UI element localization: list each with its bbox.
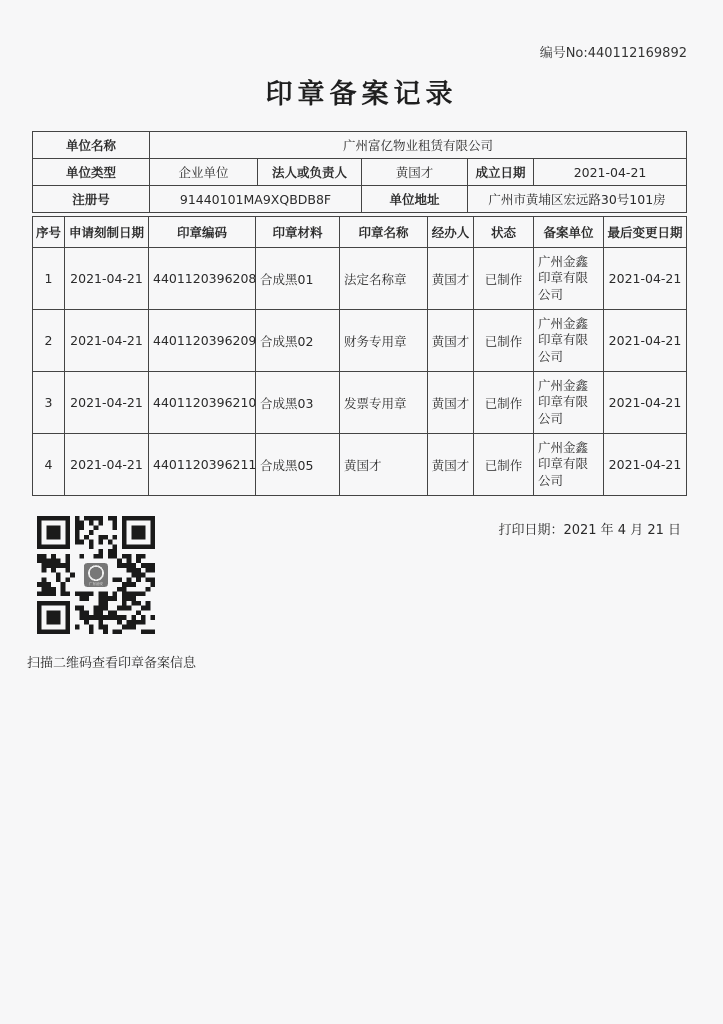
row-material: 合成黑03: [256, 372, 340, 434]
row-handler: 黄国才: [428, 434, 474, 496]
qr-center-logo-text: [89, 581, 104, 586]
unit-info-table: [32, 131, 687, 213]
header-handler: 经办人: [428, 217, 474, 248]
row-filing-unit: 广州金鑫 印章有限 公司: [534, 310, 604, 372]
row-last-change: 2021-04-21: [604, 310, 687, 372]
row-apply-date: 2021-04-21: [65, 434, 149, 496]
row-material: 合成黑05: [256, 434, 340, 496]
row-filing-unit: 广州金鑫 印章有限 公司: [534, 372, 604, 434]
header-code: 印章编码: [149, 217, 256, 248]
row-handler: 黄国才: [428, 248, 474, 310]
reg-no-row: [33, 186, 687, 213]
document-number: 编号No:440112169892: [539, 46, 687, 61]
reg-no-value: 91440101MA9XQBDB8F: [150, 186, 362, 213]
header-apply-date: 申请刻制日期: [65, 217, 149, 248]
address-label: 单位地址: [362, 186, 468, 213]
row-seal-name: 法定名称章: [340, 248, 428, 310]
row-code: 4401120396209: [149, 310, 256, 372]
table-row: [33, 310, 687, 372]
row-last-change: 2021-04-21: [604, 434, 687, 496]
row-apply-date: 2021-04-21: [65, 310, 149, 372]
row-status: 已制作: [474, 248, 534, 310]
unit-type-row: [33, 159, 687, 186]
unit-type-label: 单位类型: [33, 159, 150, 186]
row-no: 1: [33, 248, 65, 310]
row-handler: 黄国才: [428, 372, 474, 434]
reg-no-label: 注册号: [33, 186, 150, 213]
row-no: 3: [33, 372, 65, 434]
unit-name-row: [33, 132, 687, 159]
header-unit: 备案单位: [534, 217, 604, 248]
header-no: 序号: [33, 217, 65, 248]
table-row: [33, 372, 687, 434]
row-seal-name: 财务专用章: [340, 310, 428, 372]
header-name: 印章名称: [340, 217, 428, 248]
row-apply-date: 2021-04-21: [65, 372, 149, 434]
table-row: [33, 434, 687, 496]
row-code: 4401120396210: [149, 372, 256, 434]
legal-rep-value: 黄国才: [362, 159, 468, 186]
row-apply-date: 2021-04-21: [65, 248, 149, 310]
row-last-change: 2021-04-21: [604, 248, 687, 310]
print-date: 打印日期：2021 年 4 月 21 日: [498, 523, 681, 538]
qr-code-icon[interactable]: [37, 516, 155, 634]
unit-type-value: 企业单位: [150, 159, 258, 186]
seal-records-table: [32, 216, 687, 496]
seal-table-header-row: [33, 217, 687, 248]
row-code: 4401120396208: [149, 248, 256, 310]
row-status: 已制作: [474, 372, 534, 434]
row-material: 合成黑01: [256, 248, 340, 310]
founded-value: 2021-04-21: [534, 159, 687, 186]
unit-name-value: 广州富亿物业租赁有限公司: [150, 132, 687, 159]
page-title: 印章备案记录: [265, 79, 458, 110]
row-filing-unit: 广州金鑫 印章有限 公司: [534, 248, 604, 310]
row-status: 已制作: [474, 310, 534, 372]
row-status: 已制作: [474, 434, 534, 496]
row-filing-unit: 广州金鑫 印章有限 公司: [534, 434, 604, 496]
row-code: 4401120396211: [149, 434, 256, 496]
unit-name-label: 单位名称: [33, 132, 150, 159]
header-last-change: 最后变更日期: [604, 217, 687, 248]
row-no: 2: [33, 310, 65, 372]
row-handler: 黄国才: [428, 310, 474, 372]
row-seal-name: 发票专用章: [340, 372, 428, 434]
founded-label: 成立日期: [468, 159, 534, 186]
table-row: [33, 248, 687, 310]
row-seal-name: 黄国才: [340, 434, 428, 496]
legal-rep-label: 法人或负责人: [258, 159, 362, 186]
row-no: 4: [33, 434, 65, 496]
scan-instruction: 扫描二维码查看印章备案信息: [27, 656, 197, 671]
header-material: 印章材料: [256, 217, 340, 248]
header-status: 状态: [474, 217, 534, 248]
address-value: 广州市黄埔区宏远路30号101房: [468, 186, 687, 213]
row-last-change: 2021-04-21: [604, 372, 687, 434]
row-material: 合成黑02: [256, 310, 340, 372]
